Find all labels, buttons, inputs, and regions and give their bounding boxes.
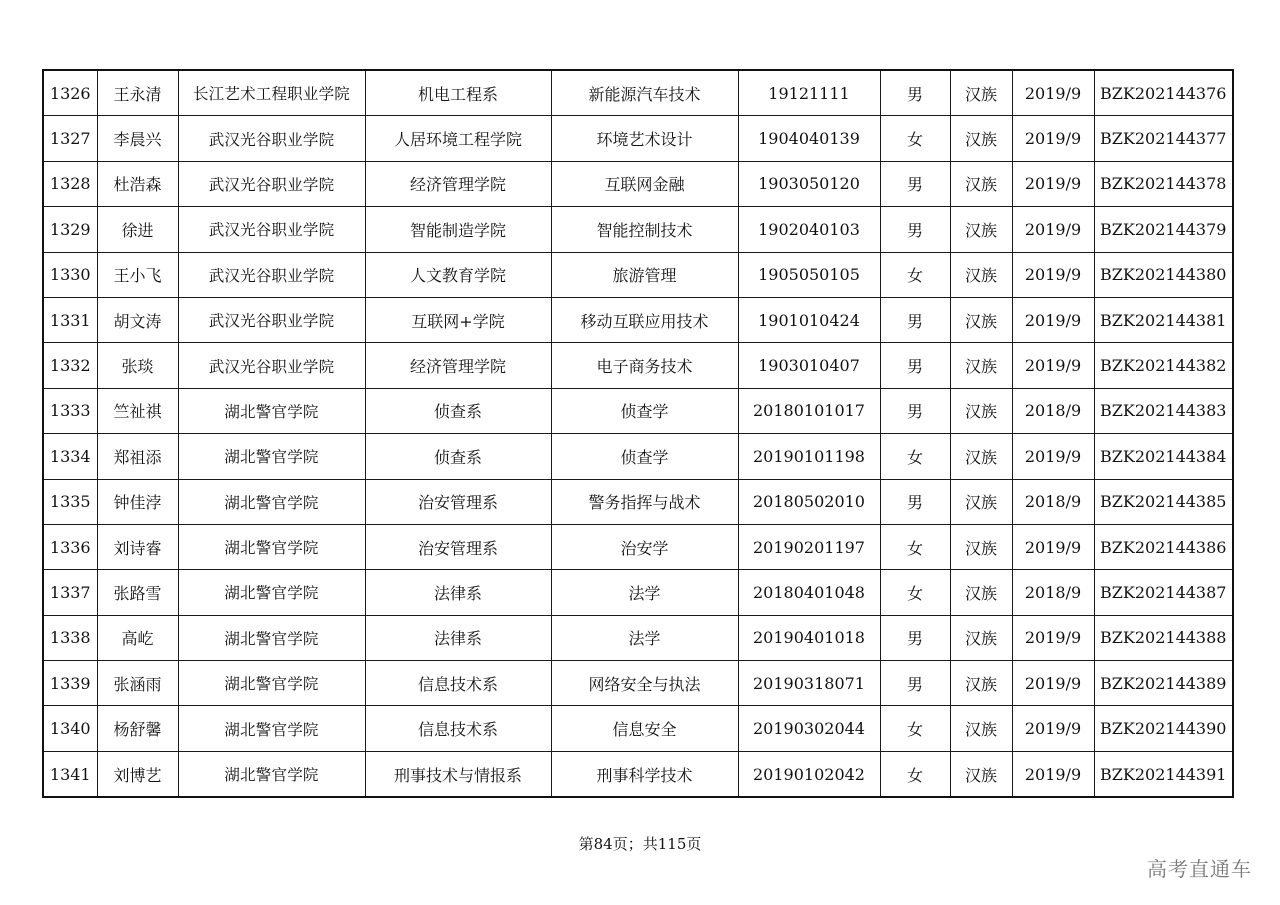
cell-major: 智能控制技术 (551, 207, 738, 252)
cell-certificate-number: BZK202144389 (1094, 661, 1233, 706)
table-row (43, 388, 1233, 433)
cell-serial-number: 1334 (43, 434, 97, 479)
cell-gender: 女 (880, 116, 950, 161)
cell-major: 侦查学 (551, 388, 738, 433)
cell-ethnicity: 汉族 (950, 207, 1012, 252)
cell-major: 侦查学 (551, 434, 738, 479)
cell-enrollment-date: 2019/9 (1012, 70, 1094, 116)
cell-gender: 男 (880, 297, 950, 342)
cell-gender: 女 (880, 751, 950, 797)
page-number: 第84页；共115页 (578, 835, 702, 853)
cell-major: 环境艺术设计 (551, 116, 738, 161)
cell-serial-number: 1333 (43, 388, 97, 433)
cell-serial-number: 1338 (43, 615, 97, 660)
cell-student-name: 钟佳浡 (97, 479, 178, 524)
table-row (43, 570, 1233, 615)
cell-serial-number: 1336 (43, 524, 97, 569)
cell-gender: 女 (880, 570, 950, 615)
cell-department: 智能制造学院 (365, 207, 551, 252)
cell-certificate-number: BZK202144379 (1094, 207, 1233, 252)
cell-school: 长江艺术工程职业学院 (178, 70, 365, 116)
cell-serial-number: 1337 (43, 570, 97, 615)
cell-school: 湖北警官学院 (178, 524, 365, 569)
cell-enrollment-date: 2019/9 (1012, 661, 1094, 706)
cell-gender: 女 (880, 252, 950, 297)
cell-student-name: 杨舒馨 (97, 706, 178, 751)
cell-student-id: 1903010407 (738, 343, 880, 388)
cell-department: 互联网+学院 (365, 297, 551, 342)
cell-department: 信息技术系 (365, 661, 551, 706)
cell-ethnicity: 汉族 (950, 70, 1012, 116)
cell-department: 刑事技术与情报系 (365, 751, 551, 797)
cell-serial-number: 1341 (43, 751, 97, 797)
cell-department: 侦查系 (365, 388, 551, 433)
cell-school: 武汉光谷职业学院 (178, 161, 365, 206)
cell-ethnicity: 汉族 (950, 751, 1012, 797)
table-row (43, 751, 1233, 797)
cell-gender: 男 (880, 615, 950, 660)
cell-enrollment-date: 2019/9 (1012, 297, 1094, 342)
cell-enrollment-date: 2019/9 (1012, 207, 1094, 252)
cell-enrollment-date: 2019/9 (1012, 252, 1094, 297)
cell-certificate-number: BZK202144388 (1094, 615, 1233, 660)
cell-serial-number: 1329 (43, 207, 97, 252)
cell-major: 网络安全与执法 (551, 661, 738, 706)
cell-serial-number: 1330 (43, 252, 97, 297)
cell-major: 互联网金融 (551, 161, 738, 206)
cell-student-id: 19121111 (738, 70, 880, 116)
table-row (43, 524, 1233, 569)
cell-ethnicity: 汉族 (950, 706, 1012, 751)
cell-student-id: 20190302044 (738, 706, 880, 751)
cell-ethnicity: 汉族 (950, 297, 1012, 342)
cell-department: 侦查系 (365, 434, 551, 479)
cell-certificate-number: BZK202144380 (1094, 252, 1233, 297)
cell-school: 湖北警官学院 (178, 751, 365, 797)
cell-department: 人文教育学院 (365, 252, 551, 297)
cell-ethnicity: 汉族 (950, 252, 1012, 297)
cell-certificate-number: BZK202144387 (1094, 570, 1233, 615)
cell-department: 治安管理系 (365, 524, 551, 569)
cell-ethnicity: 汉族 (950, 570, 1012, 615)
cell-school: 湖北警官学院 (178, 434, 365, 479)
cell-ethnicity: 汉族 (950, 116, 1012, 161)
cell-ethnicity: 汉族 (950, 161, 1012, 206)
cell-serial-number: 1331 (43, 297, 97, 342)
cell-major: 治安学 (551, 524, 738, 569)
cell-gender: 男 (880, 161, 950, 206)
cell-enrollment-date: 2019/9 (1012, 161, 1094, 206)
cell-certificate-number: BZK202144386 (1094, 524, 1233, 569)
cell-certificate-number: BZK202144382 (1094, 343, 1233, 388)
cell-ethnicity: 汉族 (950, 615, 1012, 660)
cell-school: 武汉光谷职业学院 (178, 297, 365, 342)
cell-department: 法律系 (365, 570, 551, 615)
cell-major: 新能源汽车技术 (551, 70, 738, 116)
cell-student-name: 徐进 (97, 207, 178, 252)
cell-ethnicity: 汉族 (950, 388, 1012, 433)
cell-student-name: 刘博艺 (97, 751, 178, 797)
cell-gender: 女 (880, 706, 950, 751)
cell-enrollment-date: 2018/9 (1012, 388, 1094, 433)
cell-department: 人居环境工程学院 (365, 116, 551, 161)
cell-department: 治安管理系 (365, 479, 551, 524)
cell-student-name: 杜浩森 (97, 161, 178, 206)
cell-serial-number: 1332 (43, 343, 97, 388)
cell-student-id: 20190318071 (738, 661, 880, 706)
cell-gender: 男 (880, 207, 950, 252)
cell-student-name: 高屹 (97, 615, 178, 660)
cell-student-id: 20190201197 (738, 524, 880, 569)
cell-student-id: 1905050105 (738, 252, 880, 297)
table-row (43, 116, 1233, 161)
cell-department: 信息技术系 (365, 706, 551, 751)
cell-student-name: 张琰 (97, 343, 178, 388)
cell-certificate-number: BZK202144377 (1094, 116, 1233, 161)
cell-ethnicity: 汉族 (950, 479, 1012, 524)
cell-certificate-number: BZK202144384 (1094, 434, 1233, 479)
cell-school: 湖北警官学院 (178, 615, 365, 660)
cell-gender: 女 (880, 524, 950, 569)
cell-major: 刑事科学技术 (551, 751, 738, 797)
table-row (43, 70, 1233, 116)
cell-enrollment-date: 2018/9 (1012, 570, 1094, 615)
cell-school: 武汉光谷职业学院 (178, 207, 365, 252)
cell-enrollment-date: 2019/9 (1012, 615, 1094, 660)
cell-gender: 男 (880, 661, 950, 706)
table-row (43, 297, 1233, 342)
cell-student-name: 郑祖添 (97, 434, 178, 479)
cell-gender: 女 (880, 434, 950, 479)
cell-student-id: 20190102042 (738, 751, 880, 797)
cell-student-id: 20180502010 (738, 479, 880, 524)
cell-certificate-number: BZK202144391 (1094, 751, 1233, 797)
cell-school: 湖北警官学院 (178, 570, 365, 615)
table-row (43, 661, 1233, 706)
cell-certificate-number: BZK202144383 (1094, 388, 1233, 433)
cell-student-id: 1904040139 (738, 116, 880, 161)
cell-enrollment-date: 2019/9 (1012, 524, 1094, 569)
cell-school: 湖北警官学院 (178, 706, 365, 751)
cell-serial-number: 1340 (43, 706, 97, 751)
roster-body (43, 70, 1233, 797)
cell-ethnicity: 汉族 (950, 661, 1012, 706)
cell-student-name: 李晨兴 (97, 116, 178, 161)
cell-enrollment-date: 2019/9 (1012, 116, 1094, 161)
cell-serial-number: 1335 (43, 479, 97, 524)
cell-school: 武汉光谷职业学院 (178, 252, 365, 297)
cell-ethnicity: 汉族 (950, 343, 1012, 388)
cell-certificate-number: BZK202144385 (1094, 479, 1233, 524)
table-row (43, 434, 1233, 479)
cell-school: 武汉光谷职业学院 (178, 116, 365, 161)
cell-enrollment-date: 2019/9 (1012, 751, 1094, 797)
table-row (43, 615, 1233, 660)
cell-major: 旅游管理 (551, 252, 738, 297)
cell-school: 湖北警官学院 (178, 479, 365, 524)
cell-ethnicity: 汉族 (950, 524, 1012, 569)
cell-school: 武汉光谷职业学院 (178, 343, 365, 388)
table-row (43, 479, 1233, 524)
cell-student-id: 20190101198 (738, 434, 880, 479)
cell-serial-number: 1328 (43, 161, 97, 206)
table-row (43, 706, 1233, 751)
cell-enrollment-date: 2018/9 (1012, 479, 1094, 524)
cell-gender: 男 (880, 343, 950, 388)
student-roster-table (42, 69, 1234, 798)
cell-gender: 男 (880, 388, 950, 433)
cell-certificate-number: BZK202144376 (1094, 70, 1233, 116)
cell-gender: 男 (880, 479, 950, 524)
cell-major: 移动互联应用技术 (551, 297, 738, 342)
cell-major: 警务指挥与战术 (551, 479, 738, 524)
cell-certificate-number: BZK202144390 (1094, 706, 1233, 751)
cell-enrollment-date: 2019/9 (1012, 706, 1094, 751)
cell-enrollment-date: 2019/9 (1012, 343, 1094, 388)
cell-certificate-number: BZK202144381 (1094, 297, 1233, 342)
cell-major: 电子商务技术 (551, 343, 738, 388)
cell-student-name: 王永清 (97, 70, 178, 116)
cell-major: 信息安全 (551, 706, 738, 751)
cell-student-id: 1903050120 (738, 161, 880, 206)
cell-student-name: 刘诗睿 (97, 524, 178, 569)
cell-student-name: 胡文涛 (97, 297, 178, 342)
table-row (43, 207, 1233, 252)
cell-department: 经济管理学院 (365, 343, 551, 388)
cell-serial-number: 1327 (43, 116, 97, 161)
cell-student-id: 20180101017 (738, 388, 880, 433)
cell-student-id: 20190401018 (738, 615, 880, 660)
table-row (43, 343, 1233, 388)
table-row (43, 252, 1233, 297)
cell-school: 湖北警官学院 (178, 661, 365, 706)
cell-student-id: 1902040103 (738, 207, 880, 252)
cell-major: 法学 (551, 570, 738, 615)
cell-certificate-number: BZK202144378 (1094, 161, 1233, 206)
cell-serial-number: 1326 (43, 70, 97, 116)
cell-serial-number: 1339 (43, 661, 97, 706)
cell-student-id: 1901010424 (738, 297, 880, 342)
cell-student-name: 竺祉祺 (97, 388, 178, 433)
cell-student-name: 张路雪 (97, 570, 178, 615)
table-row (43, 161, 1233, 206)
cell-enrollment-date: 2019/9 (1012, 434, 1094, 479)
cell-student-name: 王小飞 (97, 252, 178, 297)
watermark-logo-text: 高考直通车 (1147, 857, 1252, 881)
cell-department: 法律系 (365, 615, 551, 660)
cell-department: 机电工程系 (365, 70, 551, 116)
cell-gender: 男 (880, 70, 950, 116)
cell-major: 法学 (551, 615, 738, 660)
cell-student-id: 20180401048 (738, 570, 880, 615)
cell-department: 经济管理学院 (365, 161, 551, 206)
cell-ethnicity: 汉族 (950, 434, 1012, 479)
cell-student-name: 张涵雨 (97, 661, 178, 706)
cell-school: 湖北警官学院 (178, 388, 365, 433)
